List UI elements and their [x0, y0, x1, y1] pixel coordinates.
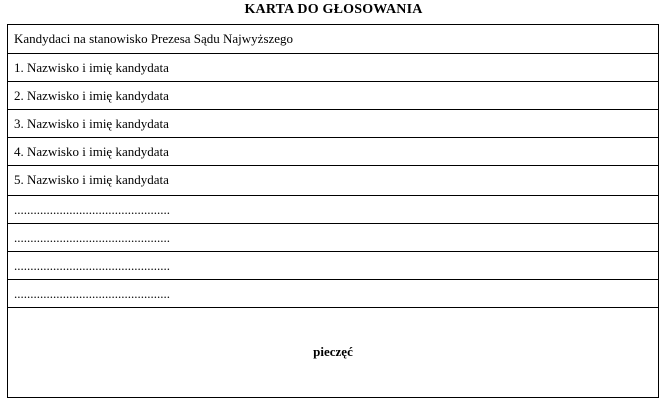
- candidate-row-1: 1. Nazwisko i imię kandydata: [8, 53, 658, 81]
- blank-row-2: ................................................: [8, 223, 658, 251]
- candidate-row-3: 3. Nazwisko i imię kandydata: [8, 109, 658, 137]
- candidate-row-5: 5. Nazwisko i imię kandydata: [8, 165, 658, 193]
- candidate-row-4: 4. Nazwisko i imię kandydata: [8, 137, 658, 165]
- ballot-title: KARTA DO GŁOSOWANIA: [244, 2, 423, 17]
- candidate-row-2: 2. Nazwisko i imię kandydata: [8, 81, 658, 109]
- blank-row-1: ................................................: [8, 195, 658, 223]
- blank-row-4: ................................................: [8, 279, 658, 307]
- ballot-table: [7, 24, 659, 398]
- stamp-label: pieczęć: [313, 344, 353, 359]
- header-row: Kandydaci na stanowisko Prezesa Sądu Najwyższego: [14, 31, 294, 46]
- stamp-area: [8, 307, 658, 397]
- blank-row-3: ................................................: [8, 251, 658, 279]
